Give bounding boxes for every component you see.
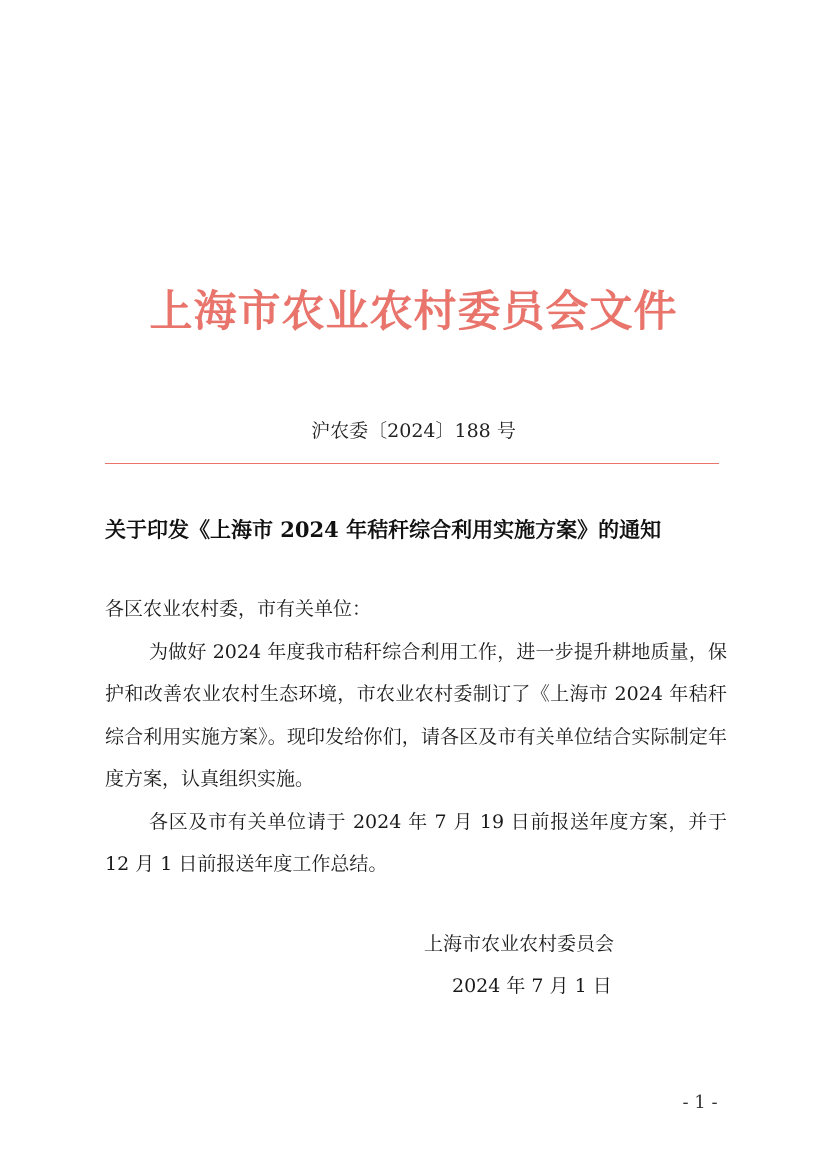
salutation: 各区农业农村委，市有关单位： bbox=[105, 598, 372, 620]
body-paragraph-2: 各区及市有关单位请于 2024 年 7 月 19 日前报送年度方案，并于 12 月 1 日前报送年度工作总结。 bbox=[105, 810, 727, 875]
issue-date: 2024 年 7 月 1 日 bbox=[452, 975, 612, 997]
document-number: 沪农委〔2024〕188 号 bbox=[311, 420, 516, 442]
notice-title: 关于印发《上海市 2024 年秸秆综合利用实施方案》的通知 bbox=[105, 517, 662, 542]
notice-body bbox=[105, 588, 727, 886]
body-paragraph-1: 为做好 2024 年度我市秸秆综合利用工作，进一步提升耕地质量，保护和改善农业农村生态环境，市农业农村委制订了《上海市 2024 年秸秆综合利用实施方案》。现印发给你们，请各区及市有关单位结合实际制定年度方案，认真组织实施。 bbox=[105, 640, 727, 790]
issuer-signature: 上海市农业农村委员会 bbox=[424, 933, 615, 955]
page-number: - 1 - bbox=[682, 1092, 718, 1113]
document-header-title: 上海市农业农村委员会文件 bbox=[149, 287, 678, 337]
red-divider-line bbox=[105, 463, 719, 464]
